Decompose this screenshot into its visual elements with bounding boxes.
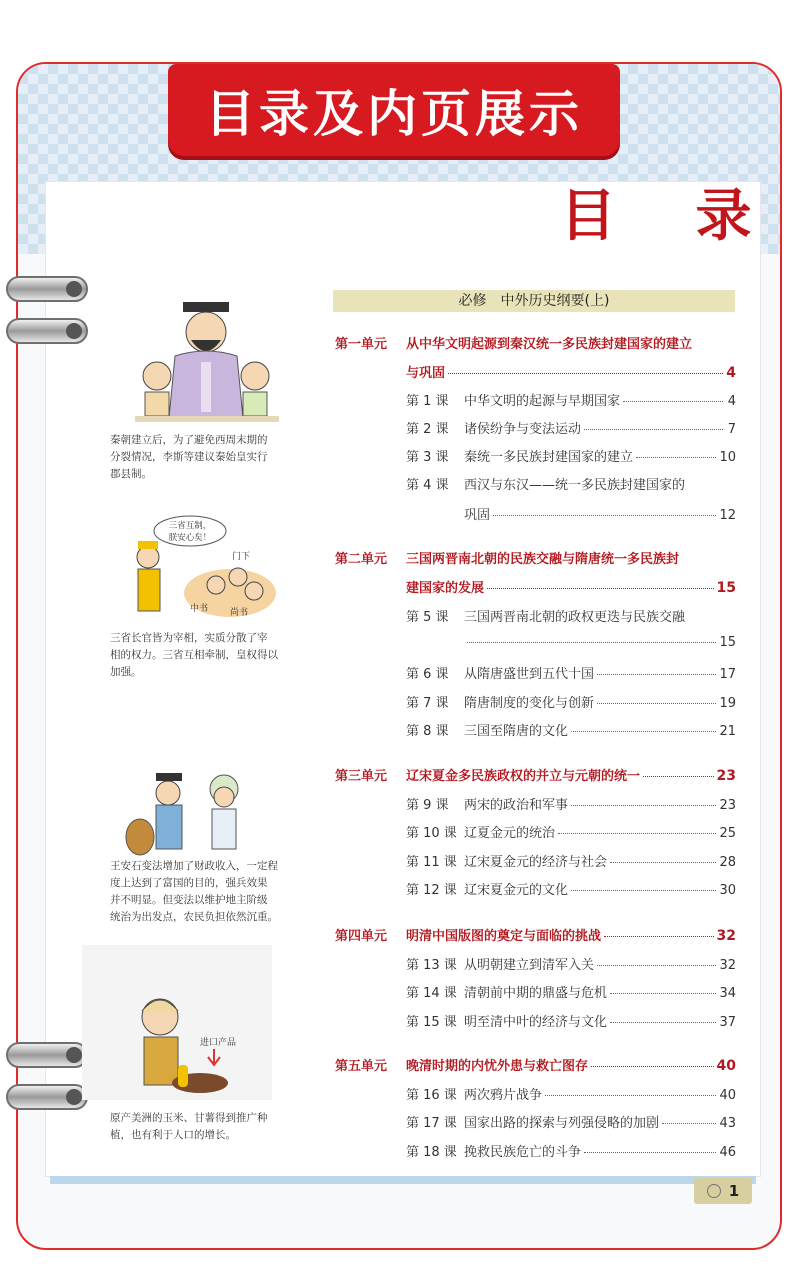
unit-page: 4 — [726, 365, 736, 381]
binder-ring — [6, 318, 88, 344]
banner-title: 目录及内页展示 — [205, 85, 583, 143]
leader-dots — [591, 1066, 714, 1067]
caption-line: 度上达到了富国的目的，强兵效果 — [110, 877, 268, 889]
unit-page: 32 — [716, 928, 736, 944]
lesson-number: 第 1 课 — [406, 394, 449, 409]
lesson-number: 第 16 课 — [406, 1088, 457, 1103]
unit-page: 15 — [716, 580, 736, 596]
caption-line: 并不明显。但变法以维护地主阶级 — [110, 894, 268, 906]
lesson-title: 三国两晋南北朝的政权更迭与民族交融 — [464, 610, 686, 625]
lesson-number: 第 14 课 — [406, 986, 457, 1001]
official-head — [245, 582, 263, 600]
lesson-title: 诸侯纷争与变法运动 — [464, 422, 582, 437]
illustration-caption — [110, 630, 280, 681]
leader-dots — [636, 457, 716, 458]
unit-title-line — [406, 362, 736, 381]
lesson-line — [406, 954, 736, 973]
lesson-title: 从明朝建立到清军入关 — [464, 958, 595, 973]
leader-dots — [571, 890, 716, 891]
lesson-title: 挽救民族危亡的斗争 — [464, 1145, 582, 1160]
section-bar: 必修 中外历史纲要(上) — [333, 290, 735, 312]
lesson-number: 第 10 课 — [406, 826, 457, 841]
bubble-text: 朕安心矣！ — [168, 533, 212, 543]
caption-line: 统治为出发点，农民负担依然沉重。 — [110, 911, 278, 923]
lesson-page: 23 — [719, 798, 736, 813]
emperor-body — [138, 569, 160, 611]
lesson-title: 辽宋夏金元的文化 — [464, 883, 569, 898]
lesson-line — [406, 692, 736, 711]
lesson-number: 第 9 课 — [406, 798, 449, 813]
leader-dots — [467, 642, 716, 643]
binder-ring — [6, 1084, 88, 1110]
leader-dots — [487, 588, 714, 589]
caption-line: 加强。 — [110, 666, 142, 678]
lesson-title: 明至清中叶的经济与文化 — [464, 1015, 608, 1030]
lesson-line — [406, 1011, 736, 1030]
lesson-page: 15 — [719, 635, 736, 650]
leader-dots — [545, 1095, 716, 1096]
leader-dots — [584, 1152, 716, 1153]
unit-title-cont: 与巩固 — [406, 366, 446, 381]
lesson-line — [406, 390, 736, 409]
money-bag — [126, 819, 154, 855]
lesson-number: 第 18 课 — [406, 1145, 457, 1160]
page-number: 1 — [728, 1182, 740, 1200]
lesson-page: 30 — [719, 883, 736, 898]
lesson-title: 辽宋夏金元的经济与社会 — [464, 855, 608, 870]
leader-dots — [597, 703, 716, 704]
leader-dots — [610, 993, 716, 994]
unit-title: 晚清时期的内忧外患与救亡图存 — [406, 1059, 589, 1074]
farmer-body — [212, 809, 236, 849]
caption-line: 三省长官皆为宰相，实质分散了宰 — [110, 632, 268, 644]
lesson-line — [406, 1112, 736, 1131]
lesson-page: 34 — [719, 986, 736, 1001]
lesson-line — [406, 851, 736, 870]
unit-label: 第四单元 — [335, 929, 388, 944]
advisor-head — [241, 362, 269, 390]
lesson-page: 19 — [719, 696, 736, 711]
official-hat — [156, 773, 182, 781]
caption-line: 秦朝建立后，为了避免西周末期的 — [110, 434, 268, 446]
binder-ring — [6, 1042, 88, 1068]
leader-dots — [584, 429, 723, 430]
corn-cob — [178, 1065, 188, 1087]
door-label: 门下 — [232, 552, 251, 562]
product-tag: 进口产品 — [200, 1038, 237, 1048]
lesson-number: 第 13 课 — [406, 958, 457, 973]
lesson-page: 7 — [727, 422, 736, 437]
unit-title-line — [406, 548, 736, 567]
emperor-head — [137, 546, 159, 568]
page-number-tag — [694, 1178, 752, 1204]
lesson-number: 第 8 课 — [406, 724, 449, 739]
official-head — [156, 781, 180, 805]
crown-shape — [183, 302, 229, 312]
caption-line: 植，也有利于人口的增长。 — [110, 1129, 236, 1141]
illustration-caption — [110, 1110, 280, 1144]
lesson-page: 28 — [719, 855, 736, 870]
floor-shape — [135, 416, 279, 422]
leader-dots — [597, 965, 716, 966]
advisor-body — [145, 392, 169, 416]
unit-title-line — [406, 925, 736, 944]
dept-label: 中书 — [190, 604, 209, 614]
lesson-line — [406, 446, 736, 465]
lesson-title: 从隋唐盛世到五代十国 — [464, 667, 595, 682]
leader-dots — [571, 731, 716, 732]
lesson-title: 三国至隋唐的文化 — [464, 724, 569, 739]
lesson-title-cont: 巩固 — [464, 508, 491, 523]
lesson-page: 32 — [719, 958, 736, 973]
toc-heading: 目 录 — [560, 184, 782, 249]
lesson-number: 第 17 课 — [406, 1116, 457, 1131]
unit-page: 23 — [716, 768, 736, 784]
unit-title-line — [406, 577, 736, 596]
unit-label: 第一单元 — [335, 337, 388, 352]
unit-title: 从中华文明起源到秦汉统一多民族封建国家的建立 — [406, 337, 693, 352]
lesson-line — [406, 879, 736, 898]
lesson-title: 两次鸦片战争 — [464, 1088, 543, 1103]
lesson-number: 第 4 课 — [406, 478, 449, 493]
lesson-line — [406, 822, 736, 841]
unit-title: 三国两晋南北朝的民族交融与隋唐统一多民族封 — [406, 552, 680, 567]
lesson-line — [464, 504, 736, 523]
lesson-page: 43 — [719, 1116, 736, 1131]
unit-title-line — [406, 1055, 736, 1074]
qin-emperor-illustration — [125, 300, 285, 430]
unit-label: 第二单元 — [335, 552, 388, 567]
official-body — [156, 805, 182, 849]
leader-dots — [597, 674, 716, 675]
lesson-title: 辽夏金元的统治 — [464, 826, 556, 841]
leader-dots — [662, 1123, 716, 1124]
official-head — [207, 576, 225, 594]
page-edge — [50, 1176, 756, 1184]
lesson-line — [406, 474, 736, 493]
lesson-line — [406, 720, 736, 739]
official-head — [229, 568, 247, 586]
lesson-number: 第 6 课 — [406, 667, 449, 682]
illustration-caption — [110, 432, 280, 483]
lesson-line — [406, 606, 736, 625]
lesson-line — [406, 418, 736, 437]
unit-title-cont: 建国家的发展 — [406, 581, 485, 596]
lesson-page: 25 — [719, 826, 736, 841]
wang-anshi-illustration — [120, 765, 270, 860]
leader-dots — [448, 373, 723, 374]
binder-ring — [6, 276, 88, 302]
imported-crops-illustration — [82, 945, 272, 1100]
leader-dots — [558, 833, 716, 834]
advisor-head — [143, 362, 171, 390]
unit-title-line — [406, 333, 736, 352]
caption-line: 分裂情况，李斯等建议秦始皇实行 — [110, 451, 268, 463]
advisor-body — [243, 392, 267, 416]
lesson-number: 第 7 课 — [406, 696, 449, 711]
lesson-title: 中华文明的起源与早期国家 — [464, 394, 621, 409]
unit-title: 明清中国版图的奠定与面临的挑战 — [406, 929, 602, 944]
smile-icon — [707, 1184, 721, 1198]
illustration-caption — [110, 858, 282, 926]
lesson-title: 隋唐制度的变化与创新 — [464, 696, 595, 711]
lesson-title: 清朝前中期的鼎盛与危机 — [464, 986, 608, 1001]
lesson-title: 秦统一多民族封建国家的建立 — [464, 450, 634, 465]
robe-panel — [201, 362, 211, 412]
lesson-page: 37 — [719, 1015, 736, 1030]
leader-dots — [610, 862, 716, 863]
lesson-page: 4 — [727, 394, 736, 409]
unit-label: 第五单元 — [335, 1059, 388, 1074]
unit-label: 第三单元 — [335, 769, 388, 784]
unit-title: 辽宋夏金多民族政权的并立与元朝的统一 — [406, 769, 641, 784]
leader-dots — [604, 936, 714, 937]
caption-line: 相的权力。三省互相牵制，皇权得以 — [110, 649, 278, 661]
caption-line: 原产美洲的玉米、甘薯得到推广种 — [110, 1112, 268, 1124]
lesson-page: 46 — [719, 1145, 736, 1160]
lesson-page: 10 — [719, 450, 736, 465]
farmer-head — [214, 787, 234, 807]
lesson-number: 第 5 课 — [406, 610, 449, 625]
lesson-number: 第 3 课 — [406, 450, 449, 465]
lesson-title: 两宋的政治和军事 — [464, 798, 569, 813]
unit-page: 40 — [716, 1058, 736, 1074]
title-banner — [168, 64, 620, 156]
three-departments-illustration — [108, 515, 278, 625]
person-body — [144, 1037, 178, 1085]
lesson-number: 第 11 课 — [406, 855, 457, 870]
lesson-page: 40 — [719, 1088, 736, 1103]
leader-dots — [610, 1022, 716, 1023]
lesson-line — [406, 663, 736, 682]
emperor-hat — [138, 541, 158, 549]
lesson-title: 西汉与东汉——统一多民族封建国家的 — [464, 478, 686, 493]
leader-dots — [571, 805, 716, 806]
lesson-line — [464, 635, 736, 650]
lesson-page: 21 — [719, 724, 736, 739]
lesson-number: 第 15 课 — [406, 1015, 457, 1030]
lesson-title: 国家出路的探索与列强侵略的加剧 — [464, 1116, 660, 1131]
leader-dots — [493, 515, 716, 516]
bubble-text: 三省互制， — [168, 521, 212, 531]
dept-label: 尚书 — [230, 608, 249, 618]
lesson-number: 第 2 课 — [406, 422, 449, 437]
caption-line: 王安石变法增加了财政收入，一定程 — [110, 860, 278, 872]
lesson-line — [406, 1141, 736, 1160]
caption-line: 郡县制。 — [110, 468, 152, 480]
lesson-line — [406, 794, 736, 813]
leader-dots — [623, 401, 723, 402]
lesson-line — [406, 982, 736, 1001]
lesson-page: 17 — [719, 667, 736, 682]
unit-title-line — [406, 765, 736, 784]
leader-dots — [643, 776, 714, 777]
lesson-line — [406, 1084, 736, 1103]
lesson-number: 第 12 课 — [406, 883, 457, 898]
lesson-page: 12 — [719, 508, 736, 523]
